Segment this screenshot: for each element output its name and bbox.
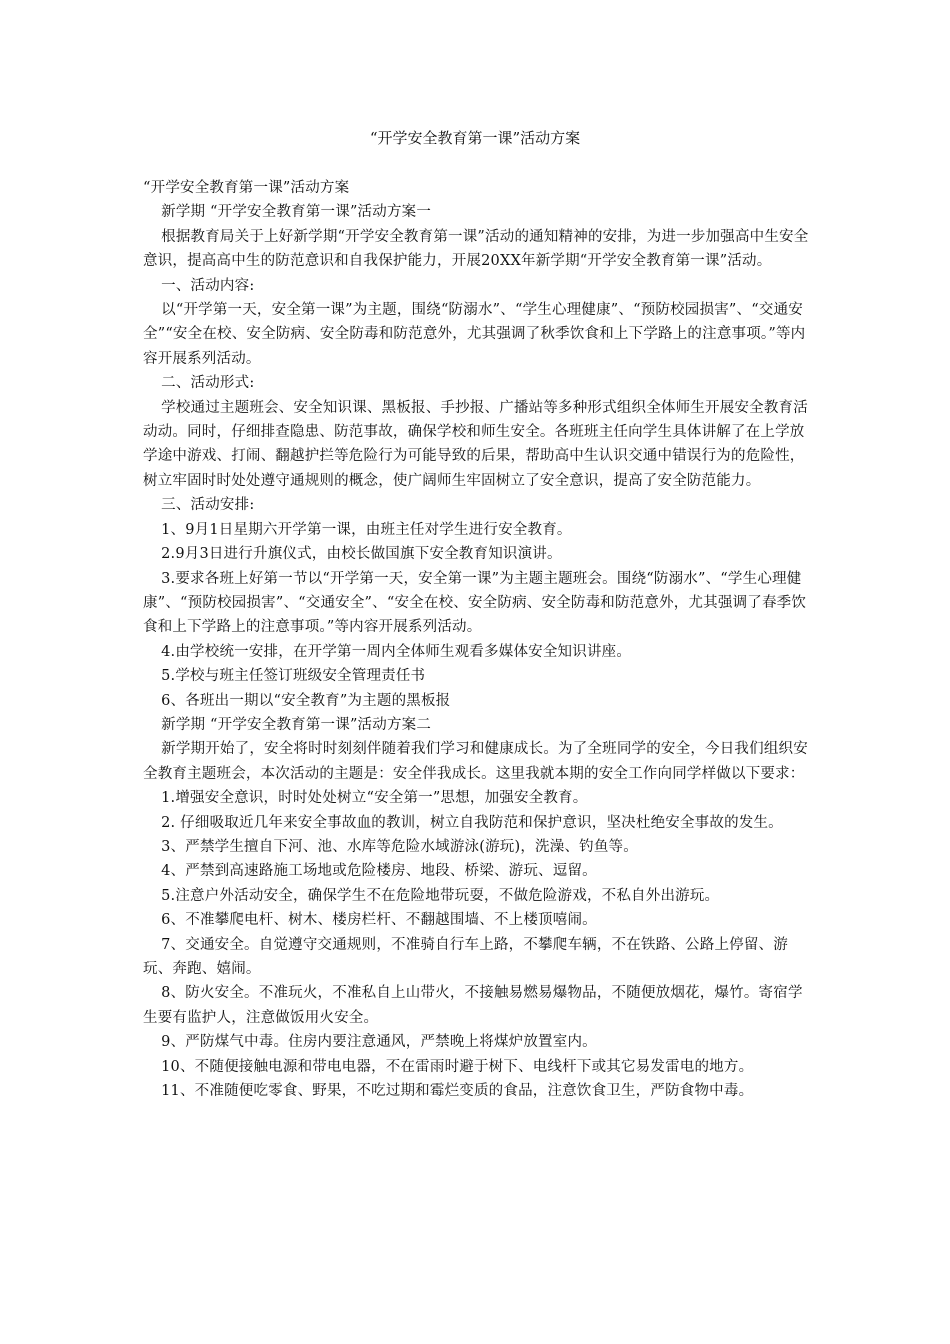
paragraph: 1、9月1日星期六开学第一课，由班主任对学生进行安全教育。 (161, 521, 572, 538)
paragraph: “开学安全教育第一课”活动方案 (143, 180, 350, 196)
paragraph: 11、不准随便吃零食、野果，不吃过期和霉烂变质的食品，注意饮食卫生，严防食物中毒。 (161, 1083, 754, 1100)
paragraph: 3、严禁学生擅自下河、池、水库等危险水域游泳(游玩)，洗澡、钓鱼等。 (161, 838, 638, 855)
paragraph: 学校通过主题班会、安全知识课、黑板报、手抄报、广播站等多种形式组织全体师生开展安全教育活动动。同时，仔细排查隐患、防范事故，确保学校和师生安全。各班班主任向学生具体讲解了在上学放学途中游戏、打闹、翻越护拦等危险行为可能导致的后果，帮助高中生认识交通中错误行为的危险性，树立牢固时时处处遵守通规则的概念，使广阔师生牢固树立了安全意识，提高了安全防范能力。 (143, 399, 808, 489)
paragraph: 10、不随便接触电源和带电电器，不在雷雨时避于树下、电线杆下或其它易发雷电的地方。 (161, 1058, 754, 1075)
paragraph: 以“开学第一天，安全第一课”为主题，围绕“防溺水”、“学生心理健康”、“预防校园损害”、“交通安全”“安全在校、安全防病、安全防毒和防范意外，尤其强调了秋季饮食和上下学路上的注意事项。”等内容开展系列活动。 (143, 302, 806, 367)
paragraph: 3.要求各班上好第一节以“开学第一天，安全第一课”为主题主题班会。围绕“防溺水”、“学生心理健康”、“预防校园损害”、“交通安全”、“安全在校、安全防病、安全防毒和防范意外，尤其强调了春季饮食和上下学路上的注意事项。”等内容开展系列活动。 (143, 570, 807, 636)
paragraph: 6、不准攀爬电杆、树木、楼房栏杆、不翻越围墙、不上楼顶嘻闹。 (161, 912, 597, 929)
paragraph: 4、严禁到高速路施工场地或危险楼房、地段、桥梁、游玩、逗留。 (161, 863, 597, 880)
paragraph: 8、防火安全。不准玩火，不准私自上山带火，不接触易燃易爆物品，不随便放烟花，爆竹。寄宿学生要有监护人，注意做饭用火安全。 (143, 985, 803, 1026)
paragraph: 三、活动安排: (161, 497, 255, 514)
paragraph: 9、严防煤气中毒。住房内要注意通风，严禁晚上将煤炉放置室内。 (161, 1034, 597, 1051)
paragraph: 5.注意户外活动安全，确保学生不在危险地带玩耍，不做危险游戏，不私自外出游玩。 (161, 887, 720, 904)
paragraph: 2.9月3日进行升旗仪式，由校长做国旗下安全教育知识演讲。 (161, 546, 562, 563)
paragraph: 新学期 “开学安全教育第一课”活动方案二 (161, 716, 432, 733)
paragraph: 5.学校与班主任签订班级安全管理责任书 (161, 668, 426, 685)
paragraph: 1.增强安全意识，时时处处树立“安全第一”思想，加强安全教育。 (161, 790, 588, 807)
paragraph: 2. 仔细吸取近几年来安全事故血的教训，树立自我防范和保护意识，坚决杜绝安全事故的发生。 (161, 814, 783, 831)
paragraph: 6、各班出一期以“安全教育”为主题的黑板报 (161, 692, 451, 709)
paragraph: 新学期 “开学安全教育第一课”活动方案一 (161, 204, 432, 221)
paragraph: 7、交通安全。自觉遵守交通规则，不准骑自行车上路，不攀爬车辆，不在铁路、公路上停留、游玩、奔跑、嬉闹。 (143, 936, 788, 977)
paragraph: 二、活动形式: (161, 375, 255, 392)
document-body (143, 176, 813, 1103)
paragraph: 4.由学校统一安排，在开学第一周内全体师生观看多媒体安全知识讲座。 (161, 643, 632, 660)
paragraph: 新学期开始了，安全将时时刻刻伴随着我们学习和健康成长。为了全班同学的安全，今日我们组织安全教育主题班会，本次活动的主题是：安全伴我成长。这里我就本期的安全工作向同学样做以下要求： (143, 741, 808, 782)
paragraph: 一、活动内容: (161, 277, 255, 294)
page-title: “开学安全教育第一课”活动方案 (369, 129, 581, 147)
paragraph: 根据教育局关于上好新学期“开学安全教育第一课”活动的通知精神的安排，为进一步加强高中生安全意识，提高高中生的防范意识和自我保护能力，开展20XX年新学期“开学安全教育第一课”活动。 (143, 228, 809, 270)
